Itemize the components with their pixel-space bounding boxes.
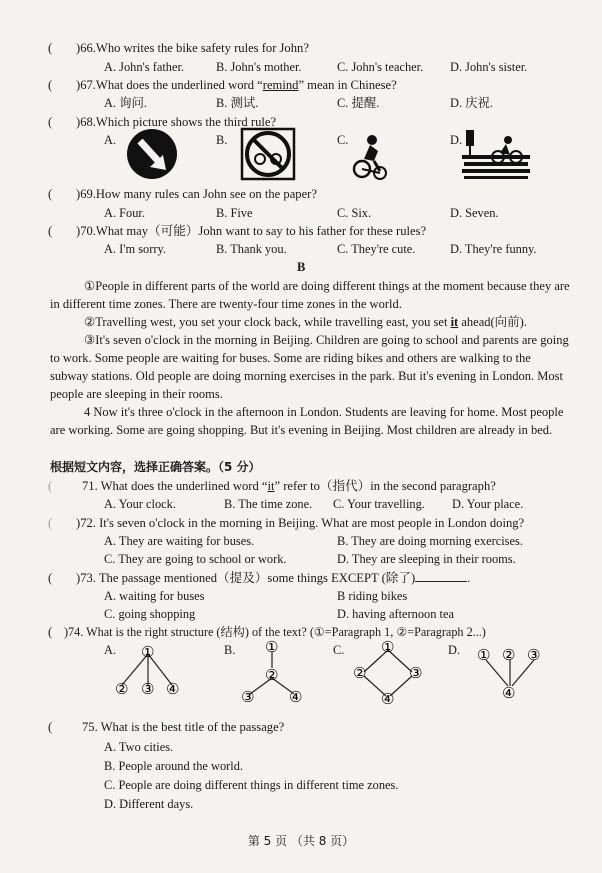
q67-option-d[interactable]: D. 庆祝. <box>450 96 494 110</box>
structure-diagram-c <box>350 636 430 708</box>
q75-option-a[interactable]: A. Two cities. <box>104 740 174 754</box>
node-2: ② <box>353 664 367 682</box>
q75-option-d[interactable]: D. Different days. <box>104 797 194 811</box>
node-1: ① <box>141 643 155 661</box>
q68-stem: )68.Which picture shows the third rule? <box>76 115 277 129</box>
q71-paren: ( <box>48 479 53 493</box>
sign-turn-arrow-icon <box>122 127 182 181</box>
q68-option-d[interactable]: D. <box>450 133 463 147</box>
q74-option-d[interactable]: D. <box>448 643 461 657</box>
node-2: ② <box>265 666 279 684</box>
q69-option-d[interactable]: D. Seven. <box>450 206 499 220</box>
section-instruction: 根据短文内容，选择正确答案。（5 分） <box>50 460 261 474</box>
q69-paren: ( <box>48 187 53 201</box>
q69-stem: )69.How many rules can John see on the paper? <box>76 187 317 201</box>
q72-stem: )72. It's seven o'clock in the morning in Beijing. What are most people in London doing? <box>76 516 525 530</box>
node-4: ④ <box>289 688 303 706</box>
structure-diagram-b <box>236 636 310 706</box>
structure-diagram-a <box>108 638 188 700</box>
q71-option-d[interactable]: D. Your place. <box>452 497 524 511</box>
q73-paren: ( <box>48 571 53 585</box>
q71-stem: 71. What does the underlined word “it” refer to（指代）in the second paragraph? <box>82 479 496 493</box>
node-1: ① <box>381 638 395 656</box>
q73-option-b[interactable]: B riding bikes <box>337 589 408 603</box>
q72-option-a[interactable]: A. They are waiting for buses. <box>104 534 255 548</box>
q74-paren: ( <box>48 625 53 639</box>
q70-stem: )70.What may（可能）John want to say to his father for these rules? <box>76 224 427 238</box>
q71-option-c[interactable]: C. Your travelling. <box>333 497 425 511</box>
q71-option-b[interactable]: B. The time zone. <box>224 497 313 511</box>
passage-underlined-it: it <box>450 315 459 329</box>
q69-option-c[interactable]: C. Six. <box>337 206 372 220</box>
q75-option-c[interactable]: C. People are doing different things in different time zones. <box>104 778 399 792</box>
node-1: ① <box>265 638 279 656</box>
q68-paren: ( <box>48 115 53 129</box>
q70-option-d[interactable]: D. They're funny. <box>450 242 537 256</box>
q67-paren: ( <box>48 78 53 92</box>
q74-option-b[interactable]: B. <box>224 643 236 657</box>
crosswalk-cyclist-icon <box>460 127 532 181</box>
sign-no-bicycle-icon <box>240 127 296 181</box>
passage-paragraph-3: ③It's seven o'clock in the morning in Beijing. Children are going to school and parents are going to work. Some people are waiting for buses. Some are riding bikes and others are walking to the subway stations. Old people are doing morning exercises in the park. But it's evening in London. Most people are sleeping in their rooms. <box>50 333 569 401</box>
q74-option-a[interactable]: A. <box>104 643 117 657</box>
q66-option-a[interactable]: A. John's father. <box>104 60 185 74</box>
q70-option-c[interactable]: C. They're cute. <box>337 242 416 256</box>
q69-option-a[interactable]: A. Four. <box>104 206 145 220</box>
q67-option-a[interactable]: A. 询问. <box>104 96 148 110</box>
q67-option-b[interactable]: B. 测试. <box>216 96 259 110</box>
passage-paragraph-1: ①People in different parts of the world are doing different things at the moment because they are in different time zones. There are twenty-four time zones in the world. <box>50 279 570 311</box>
node-1: ① <box>477 646 491 664</box>
q70-paren: ( <box>48 224 53 238</box>
q74-stem: )74. What is the right structure (结构) of the text? (①=Paragraph 1, ②=Paragraph 2...) <box>64 625 486 639</box>
q67-stem: )67.What does the underlined word “remind” mean in Chinese? <box>76 78 397 92</box>
node-4: ④ <box>502 684 516 702</box>
q75-option-b[interactable]: B. People around the world. <box>104 759 244 773</box>
structure-diagram-d <box>474 640 550 702</box>
q73-option-a[interactable]: A. waiting for buses <box>104 589 205 603</box>
node-4: ④ <box>381 690 395 708</box>
q67-underlined-word: remind <box>262 78 299 92</box>
q75-stem: 75. What is the best title of the passage? <box>82 720 285 734</box>
q73-answer-blank[interactable] <box>415 571 467 582</box>
q75-paren: ( <box>48 720 53 734</box>
q68-option-c[interactable]: C. <box>337 133 349 147</box>
page-number-footer: 第 5 页 （共 8 页） <box>247 834 355 848</box>
q66-stem: )66.Who writes the bike safety rules for John? <box>76 41 309 55</box>
q71-underlined-word: it <box>267 479 275 493</box>
passage-paragraph-4: 4 Now it's three o'clock in the afternoon in London. Students are leaving for home. Most people are working. Some are going shopping. But it's evening in Beijing. Most children are already in bed. <box>50 405 564 437</box>
q70-option-a[interactable]: A. I'm sorry. <box>104 242 166 256</box>
node-2: ② <box>115 680 129 698</box>
q72-paren: ( <box>48 516 53 530</box>
q72-option-b[interactable]: B. They are doing morning exercises. <box>337 534 523 548</box>
q66-option-b[interactable]: B. John's mother. <box>216 60 302 74</box>
section-b-heading: B <box>297 260 306 274</box>
cyclist-icon <box>350 133 392 181</box>
q71-option-a[interactable]: A. Your clock. <box>104 497 176 511</box>
q73-stem: )73. The passage mentioned（提及）some things EXCEPT (除了) . <box>76 571 471 585</box>
node-3: ③ <box>241 688 255 706</box>
q72-option-d[interactable]: D. They are sleeping in their rooms. <box>337 552 516 566</box>
q66-paren: ( <box>48 41 53 55</box>
node-4: ④ <box>166 680 180 698</box>
node-2: ② <box>502 646 516 664</box>
q68-option-a[interactable]: A. <box>104 133 117 147</box>
q74-option-c[interactable]: C. <box>333 643 345 657</box>
node-3: ③ <box>141 680 155 698</box>
q66-option-d[interactable]: D. John's sister. <box>450 60 528 74</box>
node-3: ③ <box>409 664 423 682</box>
q68-option-b[interactable]: B. <box>216 133 228 147</box>
q67-option-c[interactable]: C. 提醒. <box>337 96 380 110</box>
q73-option-d[interactable]: D. having afternoon tea <box>337 607 454 621</box>
q69-option-b[interactable]: B. Five <box>216 206 253 220</box>
node-3: ③ <box>527 646 541 664</box>
q66-option-c[interactable]: C. John's teacher. <box>337 60 424 74</box>
passage-paragraph-2: ②Travelling west, you set your clock back, while travelling east, you set it ahead(向前). <box>84 315 527 329</box>
q72-option-c[interactable]: C. They are going to school or work. <box>104 552 287 566</box>
q73-option-c[interactable]: C. going shopping <box>104 607 196 621</box>
q70-option-b[interactable]: B. Thank you. <box>216 242 287 256</box>
